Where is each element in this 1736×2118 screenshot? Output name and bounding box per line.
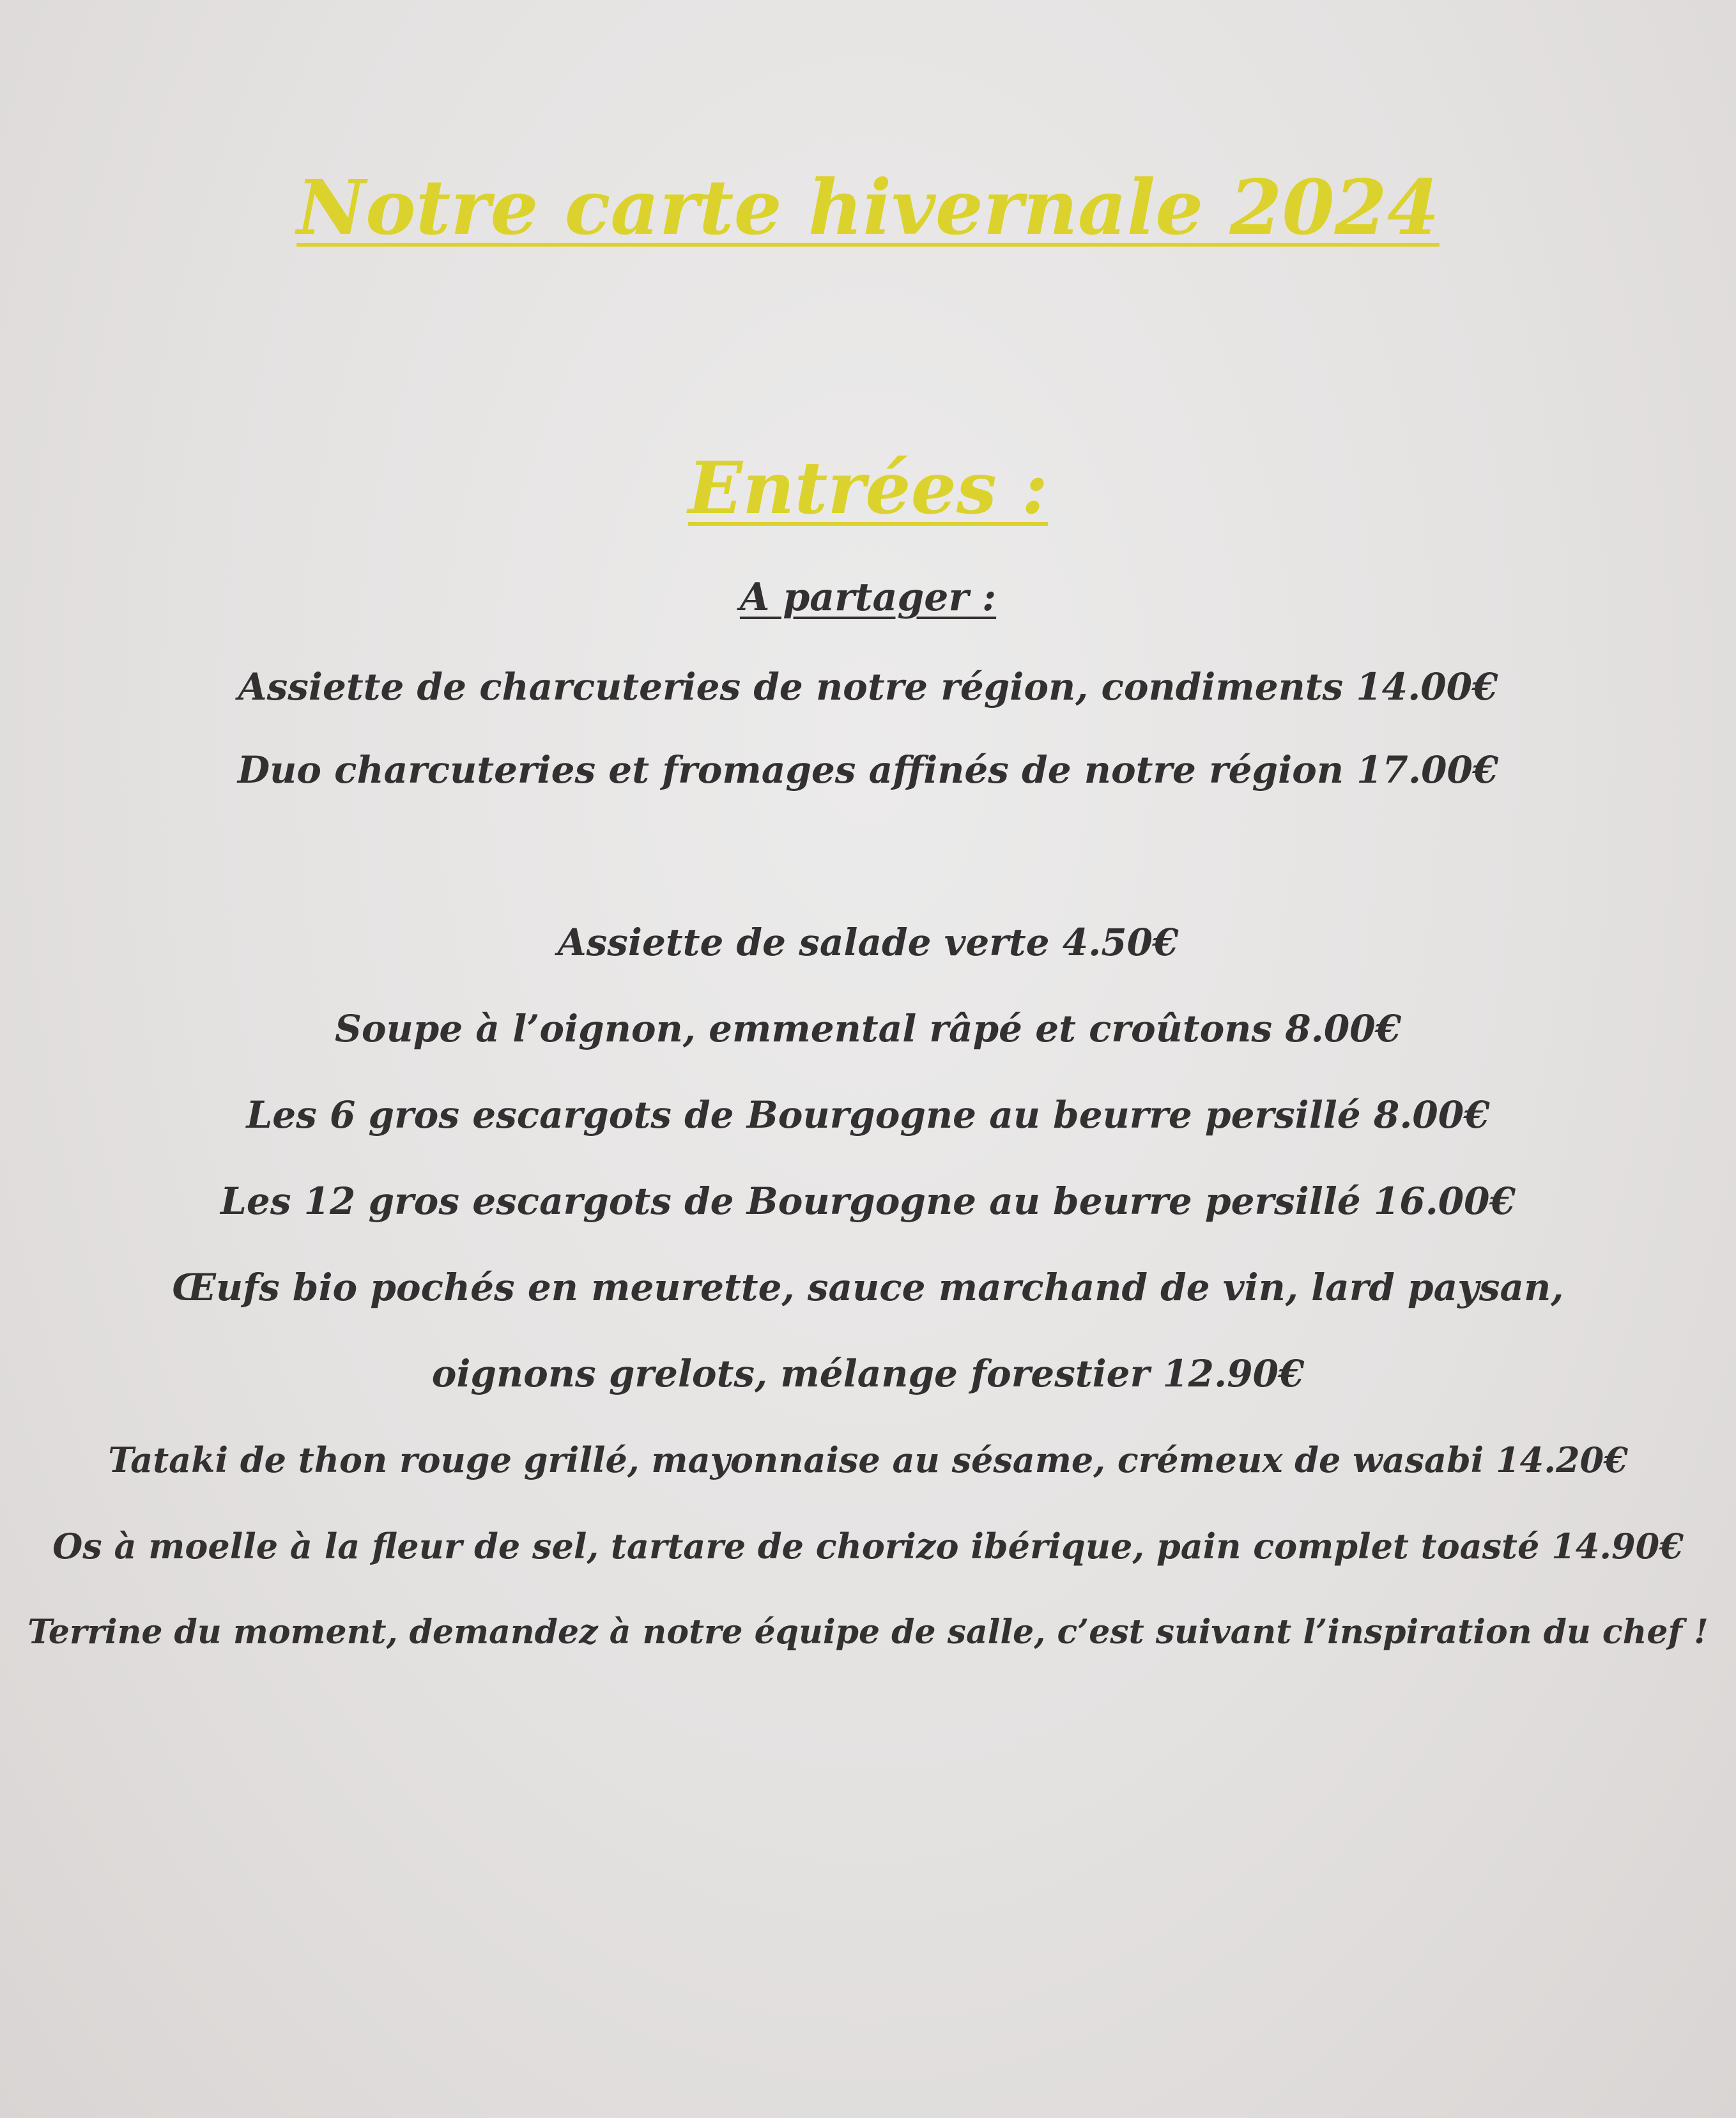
menu-item-3: Les 6 gros escargots de Bourgogne au beurre persillé 8.00€ [246,1093,1490,1137]
menu-title-text: Notre carte hivernale 2024 [296,163,1440,252]
menu-item-5-line-2: oignons grelots, mélange forestier 12.90€ [431,1352,1305,1395]
menu-title [0,160,1736,256]
section-title-entrees [0,441,1736,537]
menu-item-share-1: Assiette de charcuteries de notre région, condiments 14.00€ [238,665,1498,709]
menu-item-6: Tataki de thon rouge grillé, mayonnaise au sésame, crémeux de wasabi 14.20€ [108,1439,1628,1480]
menu-item-2: Soupe à l’oignon, emmental râpé et croûtons 8.00€ [335,1007,1401,1050]
subsection-title-text: A partager : [739,575,997,620]
menu-item-4: Les 12 gros escargots de Bourgogne au beurre persillé 16.00€ [220,1179,1516,1223]
section-title-text: Entrées : [687,447,1049,530]
menu-item-share-2: Duo charcuteries et fromages affinés de notre région 17.00€ [237,748,1499,792]
menu-item-8: Terrine du moment, demandez à notre équipe de salle, c’est suivant l’inspiration du chef ! [27,1613,1709,1652]
menu-item-1: Assiette de salade verte 4.50€ [557,921,1179,964]
menu-item-5-line-1: Œufs bio pochés en meurette, sauce marchand de vin, lard paysan, [172,1266,1564,1309]
subsection-title-a-partager [0,569,1736,626]
menu-item-7: Os à moelle à la fleur de sel, tartare de chorizo ibérique, pain complet toasté 14.90€ [52,1526,1684,1567]
